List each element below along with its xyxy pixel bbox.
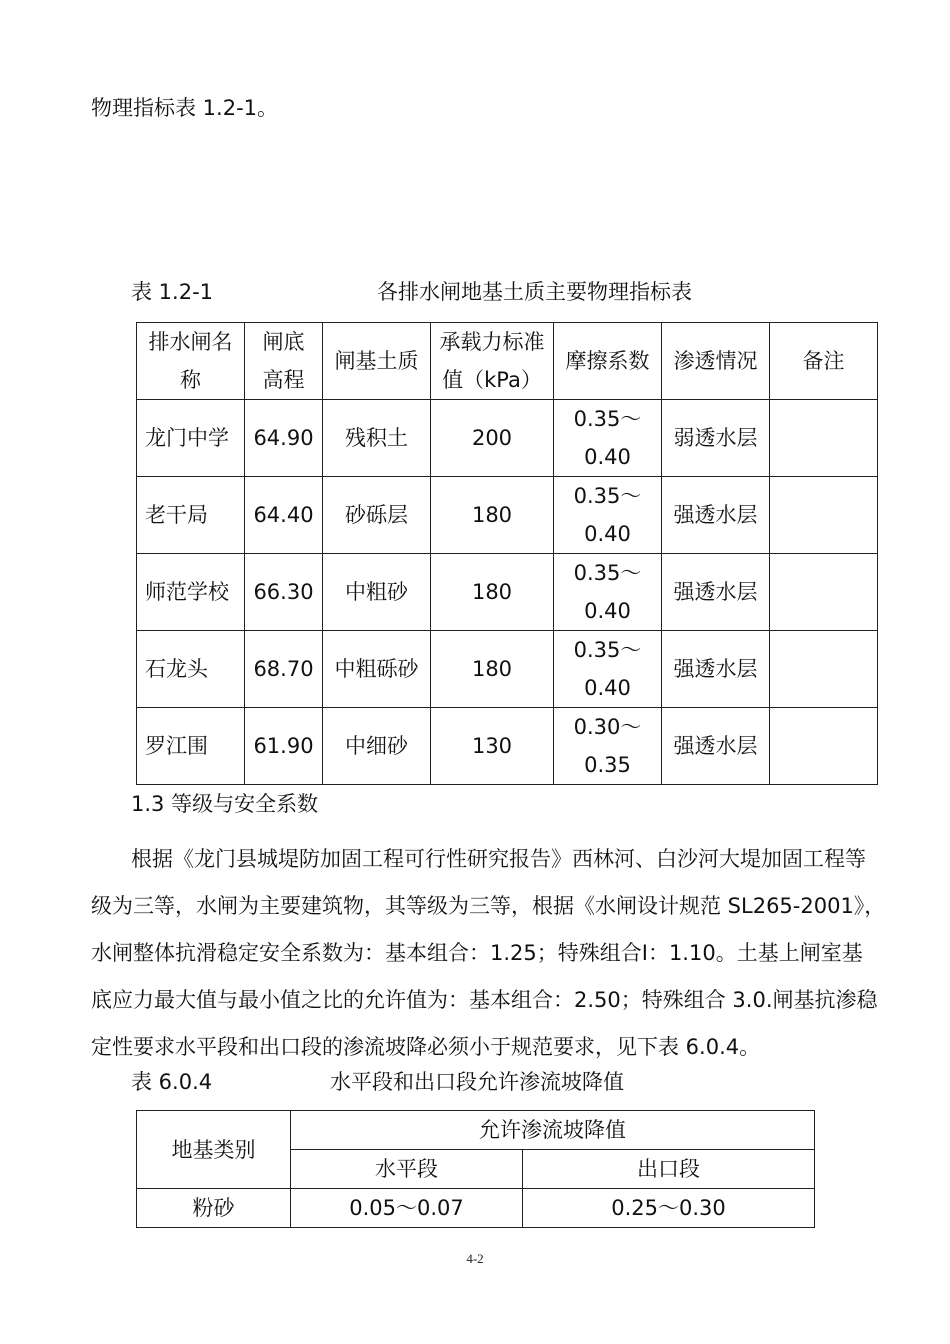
- sluice-name-cell: 罗江围: [137, 708, 245, 785]
- capacity-cell: 180: [431, 631, 554, 708]
- seepage-cell: 强透水层: [662, 554, 770, 631]
- table1-caption-title: 各排水闸地基土质主要物理指标表: [377, 280, 692, 304]
- soil-cell: 中粗砾砂: [323, 631, 431, 708]
- table-header-row: [137, 323, 878, 400]
- page-number: 4-2: [466, 1251, 484, 1266]
- header-cell: 排水闸名 称: [137, 323, 245, 400]
- remark-cell: [770, 631, 878, 708]
- paragraph-line: 定性要求水平段和出口段的渗流坡降必须小于规范要求，见下表 6.0.4。: [91, 1035, 761, 1059]
- header-cell: 摩擦系数: [554, 323, 662, 400]
- body-paragraph: [91, 836, 886, 1071]
- intro-text: 物理指标表 1.2-1。: [91, 96, 279, 120]
- header-group-cell: 允许渗流坡降值: [291, 1111, 815, 1150]
- header-cell: 地基类别: [137, 1111, 291, 1189]
- header-cell: 出口段: [523, 1150, 815, 1189]
- sluice-name-cell: 老干局: [137, 477, 245, 554]
- friction-cell: 0.35～ 0.40: [554, 554, 662, 631]
- outlet-gradient-cell: 0.25～0.30: [523, 1189, 815, 1228]
- paragraph-line: 水闸整体抗滑稳定安全系数为：基本组合：1.25；特殊组合Ⅰ：1.10。土基上闸室基: [91, 941, 863, 965]
- table-row: [137, 477, 878, 554]
- header-cell: 备注: [770, 323, 878, 400]
- paragraph-line: 根据《龙门县城堤防加固工程可行性研究报告》西林河、白沙河大堤加固工程等: [131, 847, 866, 871]
- friction-cell: 0.35～ 0.40: [554, 631, 662, 708]
- elevation-cell: 64.90: [245, 400, 323, 477]
- header-cell: 闸底 高程: [245, 323, 323, 400]
- capacity-cell: 180: [431, 477, 554, 554]
- friction-cell: 0.30～ 0.35: [554, 708, 662, 785]
- seepage-gradient-table: [136, 1110, 815, 1228]
- soil-cell: 残积土: [323, 400, 431, 477]
- section-heading: 1.3 等级与安全系数: [131, 792, 319, 816]
- table1-caption-number: 表 1.2-1: [131, 280, 214, 304]
- remark-cell: [770, 554, 878, 631]
- soil-type-cell: 粉砂: [137, 1189, 291, 1228]
- remark-cell: [770, 477, 878, 554]
- table-row: [137, 400, 878, 477]
- paragraph-line: 底应力最大值与最小值之比的允许值为：基本组合：2.50；特殊组合 3.0.闸基抗渗稳: [91, 988, 878, 1012]
- elevation-cell: 68.70: [245, 631, 323, 708]
- sluice-name-cell: 石龙头: [137, 631, 245, 708]
- elevation-cell: 61.90: [245, 708, 323, 785]
- table2-caption-number: 表 6.0.4: [131, 1070, 213, 1094]
- elevation-cell: 64.40: [245, 477, 323, 554]
- table-row: [137, 708, 878, 785]
- header-cell: 渗透情况: [662, 323, 770, 400]
- sluice-name-cell: 师范学校: [137, 554, 245, 631]
- seepage-cell: 强透水层: [662, 631, 770, 708]
- table-row: [137, 631, 878, 708]
- seepage-cell: 弱透水层: [662, 400, 770, 477]
- header-cell: 承载力标准 值（kPa）: [431, 323, 554, 400]
- header-cell: 水平段: [291, 1150, 523, 1189]
- table-header-row: [137, 1111, 815, 1150]
- capacity-cell: 180: [431, 554, 554, 631]
- soil-cell: 中细砂: [323, 708, 431, 785]
- friction-cell: 0.35～ 0.40: [554, 400, 662, 477]
- soil-properties-table: [136, 322, 878, 785]
- table-row: [137, 554, 878, 631]
- soil-cell: 砂砾层: [323, 477, 431, 554]
- seepage-cell: 强透水层: [662, 477, 770, 554]
- soil-cell: 中粗砂: [323, 554, 431, 631]
- capacity-cell: 200: [431, 400, 554, 477]
- capacity-cell: 130: [431, 708, 554, 785]
- remark-cell: [770, 400, 878, 477]
- paragraph-line: 级为三等，水闸为主要建筑物，其等级为三等，根据《水闸设计规范 SL265-2001》，: [91, 894, 886, 918]
- horizontal-gradient-cell: 0.05～0.07: [291, 1189, 523, 1228]
- table2-caption-title: 水平段和出口段允许渗流坡降值: [330, 1070, 624, 1094]
- sluice-name-cell: 龙门中学: [137, 400, 245, 477]
- remark-cell: [770, 708, 878, 785]
- friction-cell: 0.35～ 0.40: [554, 477, 662, 554]
- table-row: [137, 1189, 815, 1228]
- header-cell: 闸基土质: [323, 323, 431, 400]
- elevation-cell: 66.30: [245, 554, 323, 631]
- seepage-cell: 强透水层: [662, 708, 770, 785]
